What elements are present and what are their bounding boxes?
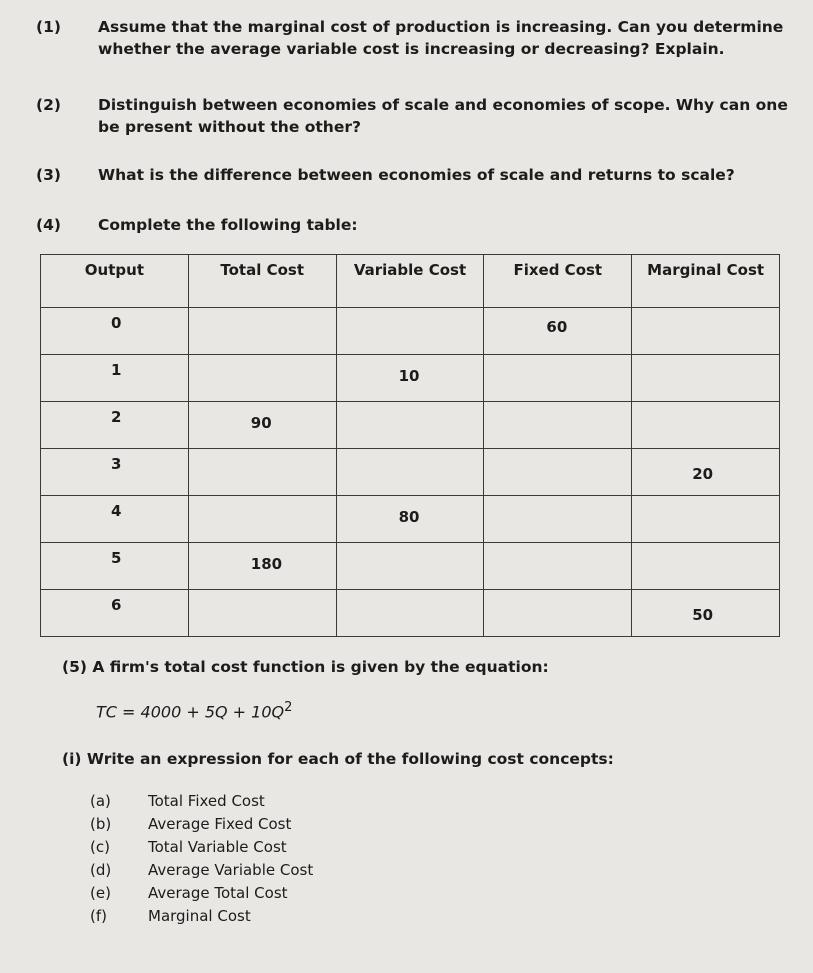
question-5-part-i: (i) Write an expression for each of the following cost concepts: [62,750,614,768]
cell-marginal-cost: 50 [632,590,780,637]
cell-fixed-cost [484,355,632,402]
cell-fixed-cost [484,590,632,637]
table-row [41,308,780,355]
cell-fixed-cost [484,496,632,543]
cell-output: 6 [41,590,189,637]
cell-marginal-cost [632,308,780,355]
header-total-cost: Total Cost [188,255,336,308]
cell-marginal-cost: 20 [632,449,780,496]
cell-output: 2 [41,402,189,449]
cell-output: 1 [41,355,189,402]
cell-total-cost [188,449,336,496]
table-header-row [41,255,780,308]
table-row [41,449,780,496]
cell-marginal-cost [632,355,780,402]
table-row [41,402,780,449]
question-text: Assume that the marginal cost of production is increasing. Can you determine whether the average variable cost is increasing or decreasing? Explain. [98,18,784,58]
cell-variable-cost [336,543,484,590]
cell-variable-cost [336,402,484,449]
equation-exponent: 2 [284,700,293,715]
question-text: Distinguish between economies of scale and economies of scope. Why can one be present without the other? [98,96,788,136]
cell-fixed-cost [484,449,632,496]
question-number: (1) [36,18,61,36]
table-row [41,355,780,402]
table-row [41,543,780,590]
cell-total-cost [188,308,336,355]
cell-total-cost: 180 [188,543,336,590]
cell-total-cost: 90 [188,402,336,449]
cost-table [40,254,780,637]
question-number: (4) [36,216,61,234]
question-number: (2) [36,96,61,114]
cell-total-cost [188,590,336,637]
header-variable-cost: Variable Cost [336,255,484,308]
cell-total-cost [188,496,336,543]
cell-marginal-cost [632,402,780,449]
header-marginal-cost: Marginal Cost [632,255,780,308]
header-output: Output [41,255,189,308]
question-number: (3) [36,166,61,184]
cell-marginal-cost [632,543,780,590]
question-text: What is the difference between economies of scale and returns to scale? [98,166,735,184]
cell-variable-cost: 10 [336,355,484,402]
total-cost-equation: TC = $4000 + 5Q + 10Q^2$ [96,700,293,722]
cell-output: 5 [41,543,189,590]
cell-total-cost [188,355,336,402]
question-5-intro: (5) A firm's total cost function is given by the equation: [62,658,549,676]
cell-fixed-cost [484,543,632,590]
header-fixed-cost: Fixed Cost [484,255,632,308]
cell-marginal-cost [632,496,780,543]
cell-variable-cost: 80 [336,496,484,543]
cell-variable-cost [336,308,484,355]
cell-fixed-cost [484,402,632,449]
cell-output: 0 [41,308,189,355]
cell-variable-cost [336,590,484,637]
question-text: Complete the following table: [98,216,358,234]
cell-fixed-cost: 60 [484,308,632,355]
table-row [41,590,780,637]
cell-output: 4 [41,496,189,543]
table-row [41,496,780,543]
cell-variable-cost [336,449,484,496]
cell-output: 3 [41,449,189,496]
